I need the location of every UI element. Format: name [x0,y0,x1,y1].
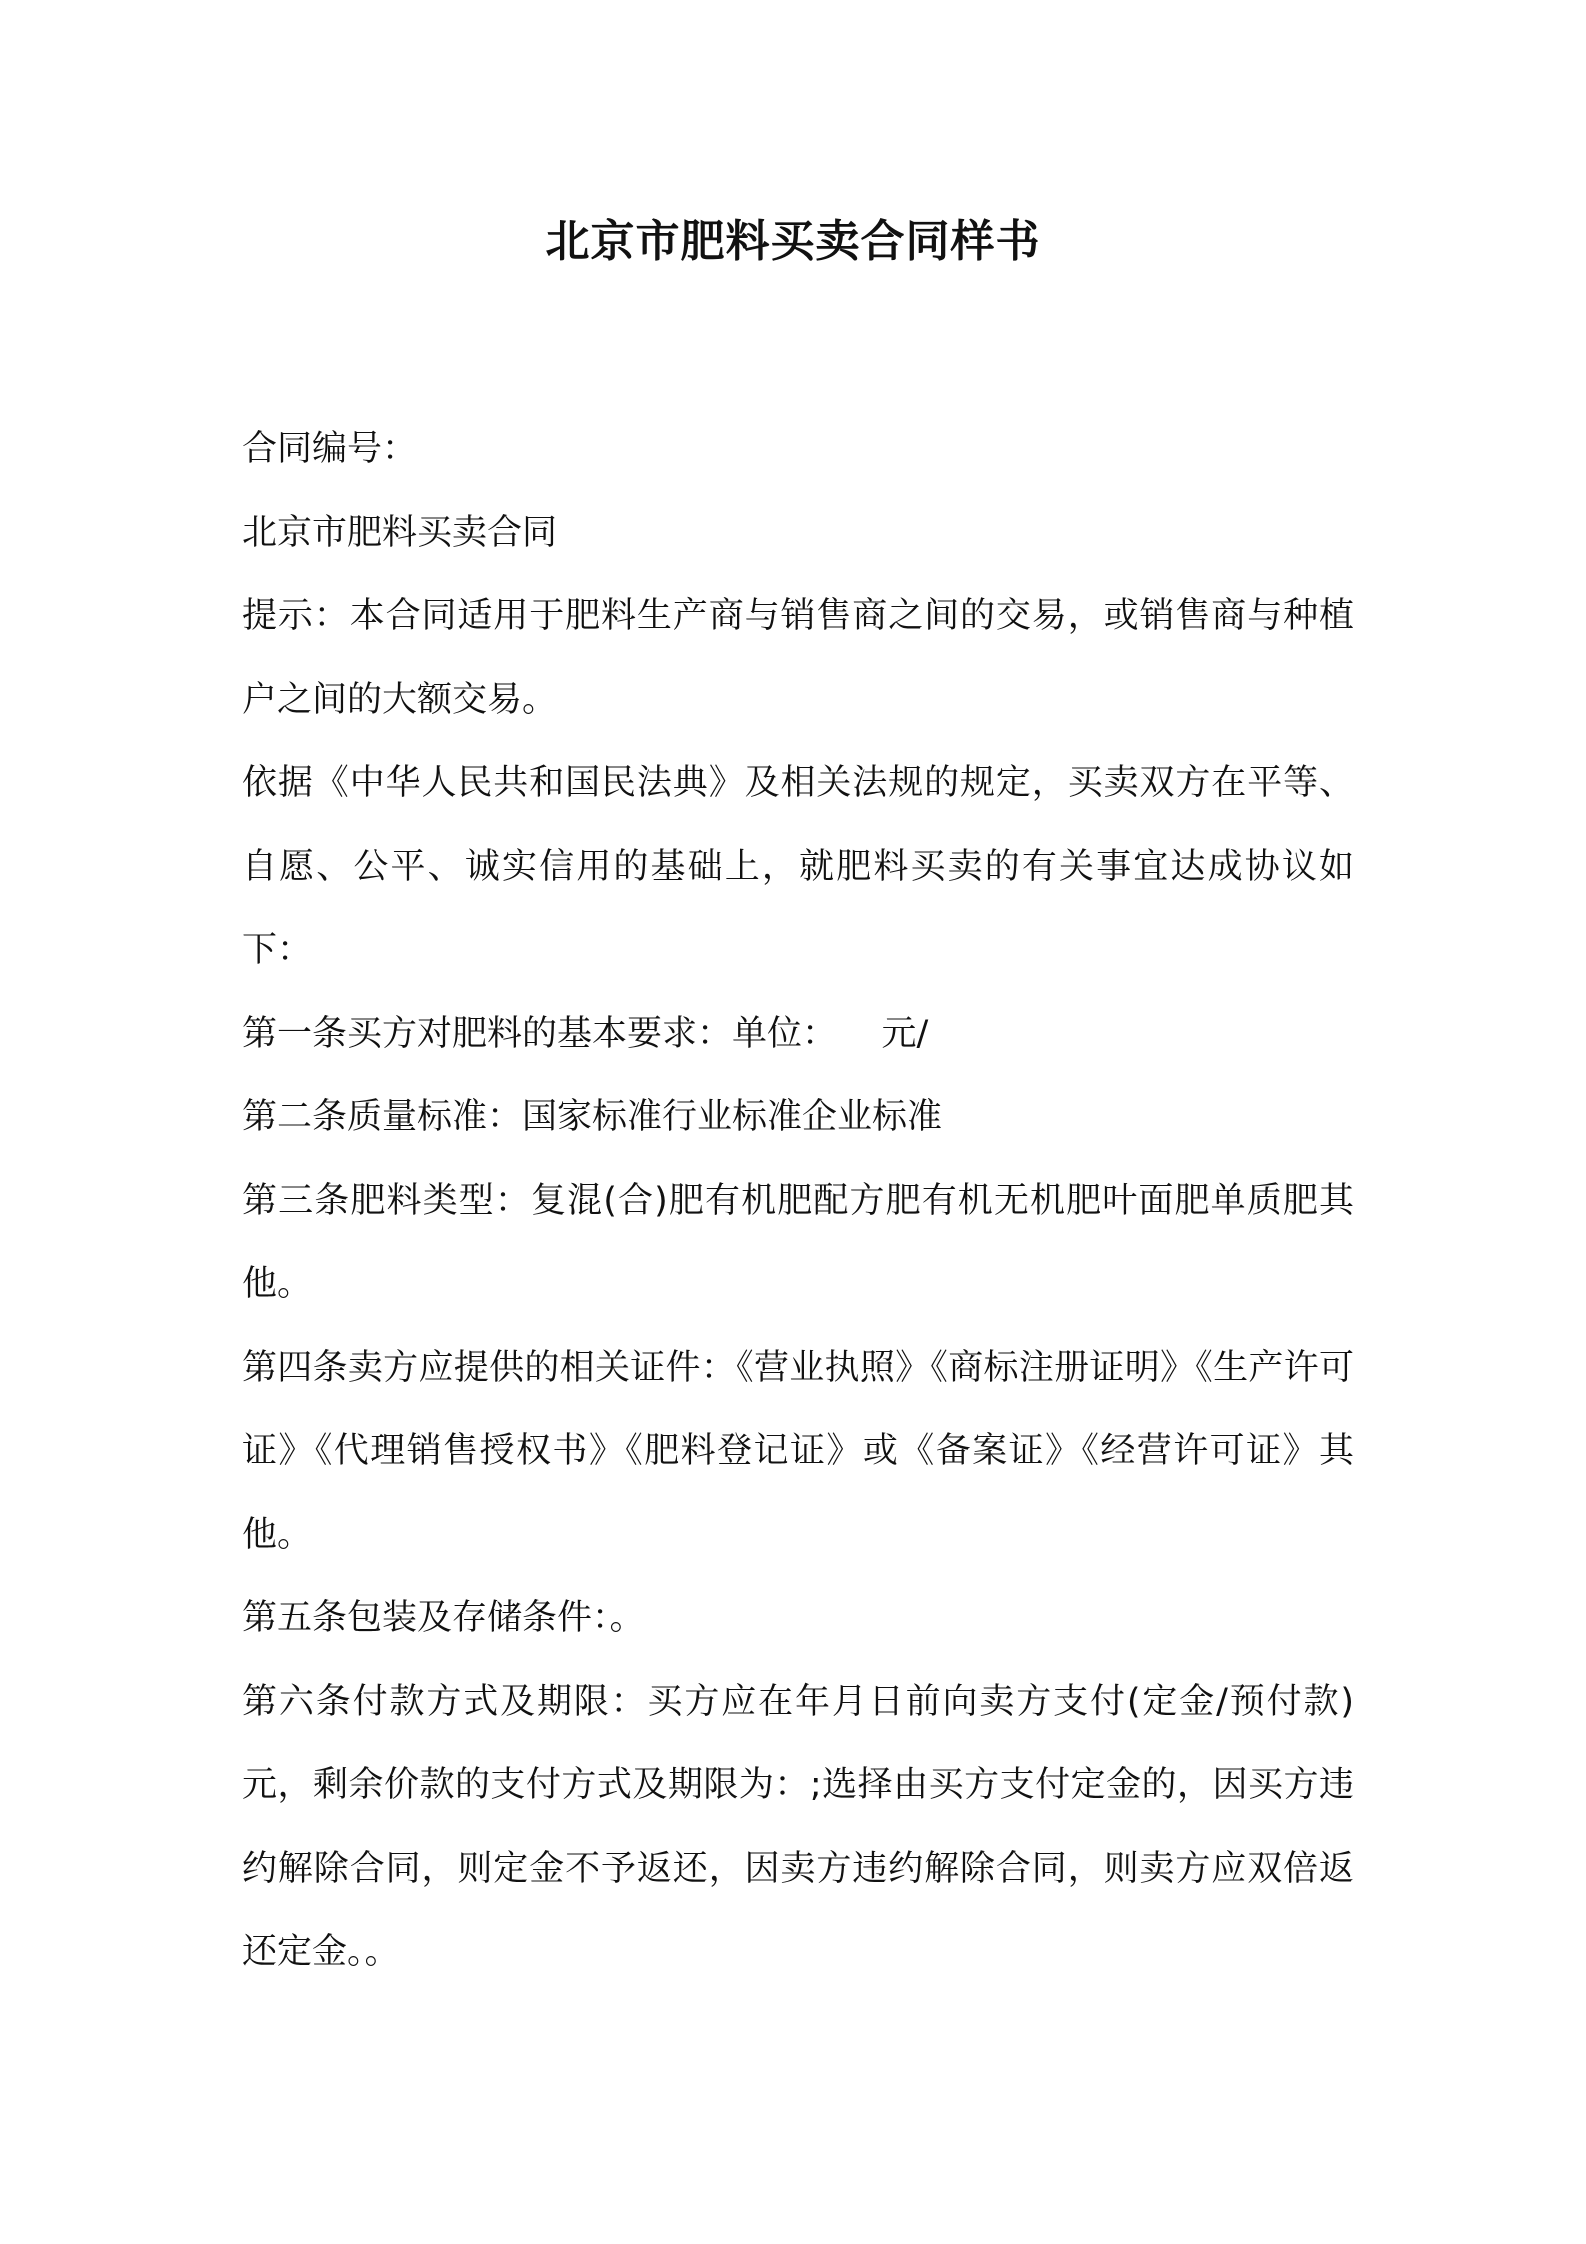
article-3: 第三条肥料类型：复混(合)肥有机肥配方肥有机无机肥叶面肥单质肥其他。 [242,1180,1354,1304]
article-6: 第六条付款方式及期限：买方应在年月日前向卖方支付(定金/预付款)元，剩余价款的支付方式及期限为：;选择由买方支付定金的，因买方违约解除合同，则定金不予返还，因卖方违约解除合同，则卖方应双倍返还定金。。 [242,1681,1354,1972]
document-title: 北京市肥料买卖合同样书 [545,216,1041,267]
article-4: 第四条卖方应提供的相关证件：《营业执照》《商标注册证明》《生产许可证》《代理销售授权书》《肥料登记证》或《备案证》《经营许可证》其他。 [242,1347,1354,1555]
article-2: 第二条质量标准：国家标准行业标准企业标准 [242,1097,943,1137]
contract-number-line: 合同编号： [242,429,418,469]
article-5: 第五条包装及存储条件：。 [242,1598,645,1638]
basis-paragraph: 依据《中华人民共和国民法典》及相关法规的规定，买卖双方在平等、自愿、公平、诚实信用的基础上，就肥料买卖的有关事宜达成协议如下： [242,763,1354,970]
article-1: 第一条买方对肥料的基本要求：单位： 元/ [242,1013,929,1054]
hint-paragraph: 提示：本合同适用于肥料生产商与销售商之间的交易，或销售商与种植户之间的大额交易。 [242,596,1354,720]
document-body [242,408,1354,1995]
contract-name-line: 北京市肥料买卖合同 [242,512,558,553]
